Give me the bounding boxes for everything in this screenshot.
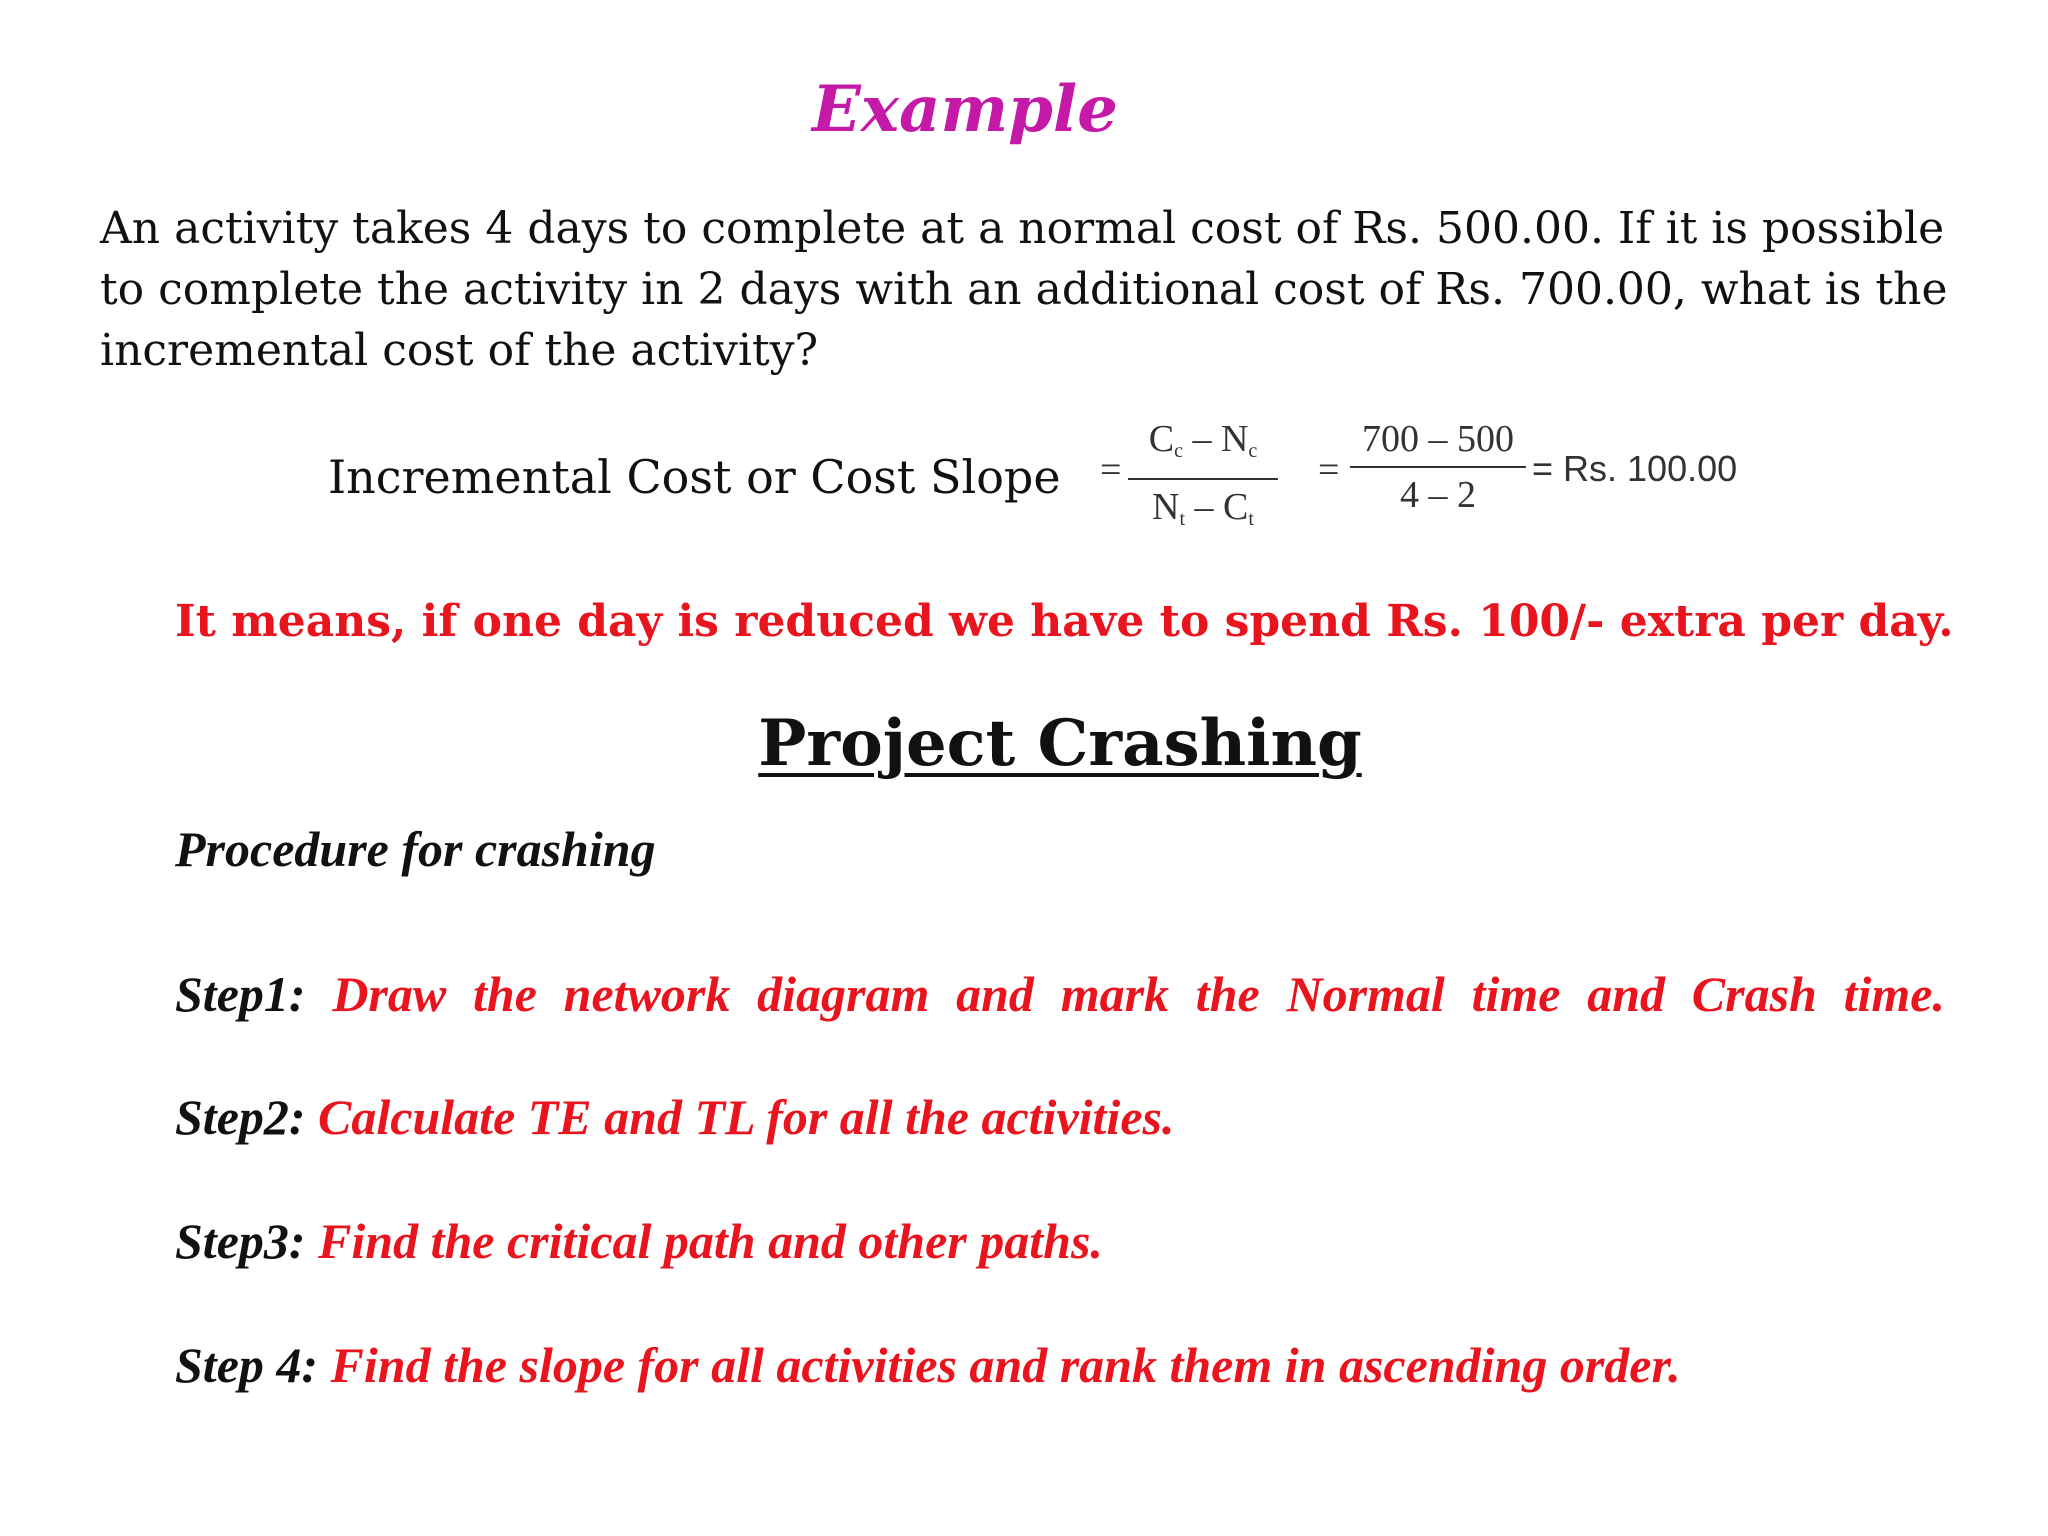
symbolic-denominator: $N_t - C_t$ bbox=[1152, 486, 1254, 530]
problem-statement: An activity takes 4 days to complete at a normal cost of Rs. 500.00. If it is possible to complete the activity in 2 days with an additional cost of Rs. 700.00, what is the incremental cost of the activity? bbox=[100, 203, 1948, 376]
cost-slope-label: Incremental Cost or Cost Slope bbox=[328, 450, 1061, 504]
step-2 bbox=[175, 1088, 1945, 1146]
step-text: Calculate TE and TL for all the activities. bbox=[318, 1089, 1175, 1145]
equals-sign: = bbox=[1100, 449, 1122, 491]
numeric-fraction bbox=[1350, 416, 1526, 518]
step-3 bbox=[175, 1212, 1945, 1270]
procedure-subheading: Procedure for crashing bbox=[175, 821, 656, 877]
step-text: Draw the network diagram and mark the Normal time and Crash time. bbox=[332, 966, 1945, 1022]
meaning-statement: It means, if one day is reduced we have to spend Rs. 100/- extra per day. bbox=[175, 596, 1954, 647]
step-label: Step3: bbox=[175, 1213, 306, 1269]
symbolic-numerator: $C_c - N_c$ bbox=[1148, 418, 1258, 462]
section-heading bbox=[0, 706, 2048, 781]
numeric-numerator: 700 – 500 bbox=[1362, 418, 1514, 460]
step-text: Find the critical path and other paths. bbox=[318, 1213, 1103, 1269]
equals-sign: = bbox=[1318, 449, 1340, 491]
step-text: Find the slope for all activities and rank them in ascending order. bbox=[330, 1337, 1681, 1393]
fraction-bar bbox=[1350, 466, 1526, 468]
symbolic-fraction bbox=[1128, 416, 1278, 542]
step-label: Step 4: bbox=[175, 1337, 319, 1393]
formula-result: = Rs. 100.00 bbox=[1532, 448, 1738, 489]
section-heading-text: Project Crashing bbox=[758, 706, 1362, 781]
step-label: Step1: bbox=[175, 966, 306, 1022]
slide-title: Example bbox=[812, 72, 1118, 147]
step-label: Step2: bbox=[175, 1089, 306, 1145]
step-1 bbox=[175, 965, 1945, 1023]
fraction-bar bbox=[1128, 478, 1278, 480]
numeric-denominator: 4 – 2 bbox=[1400, 474, 1476, 516]
cost-slope-formula bbox=[1100, 410, 1760, 535]
step-4 bbox=[175, 1336, 1945, 1394]
